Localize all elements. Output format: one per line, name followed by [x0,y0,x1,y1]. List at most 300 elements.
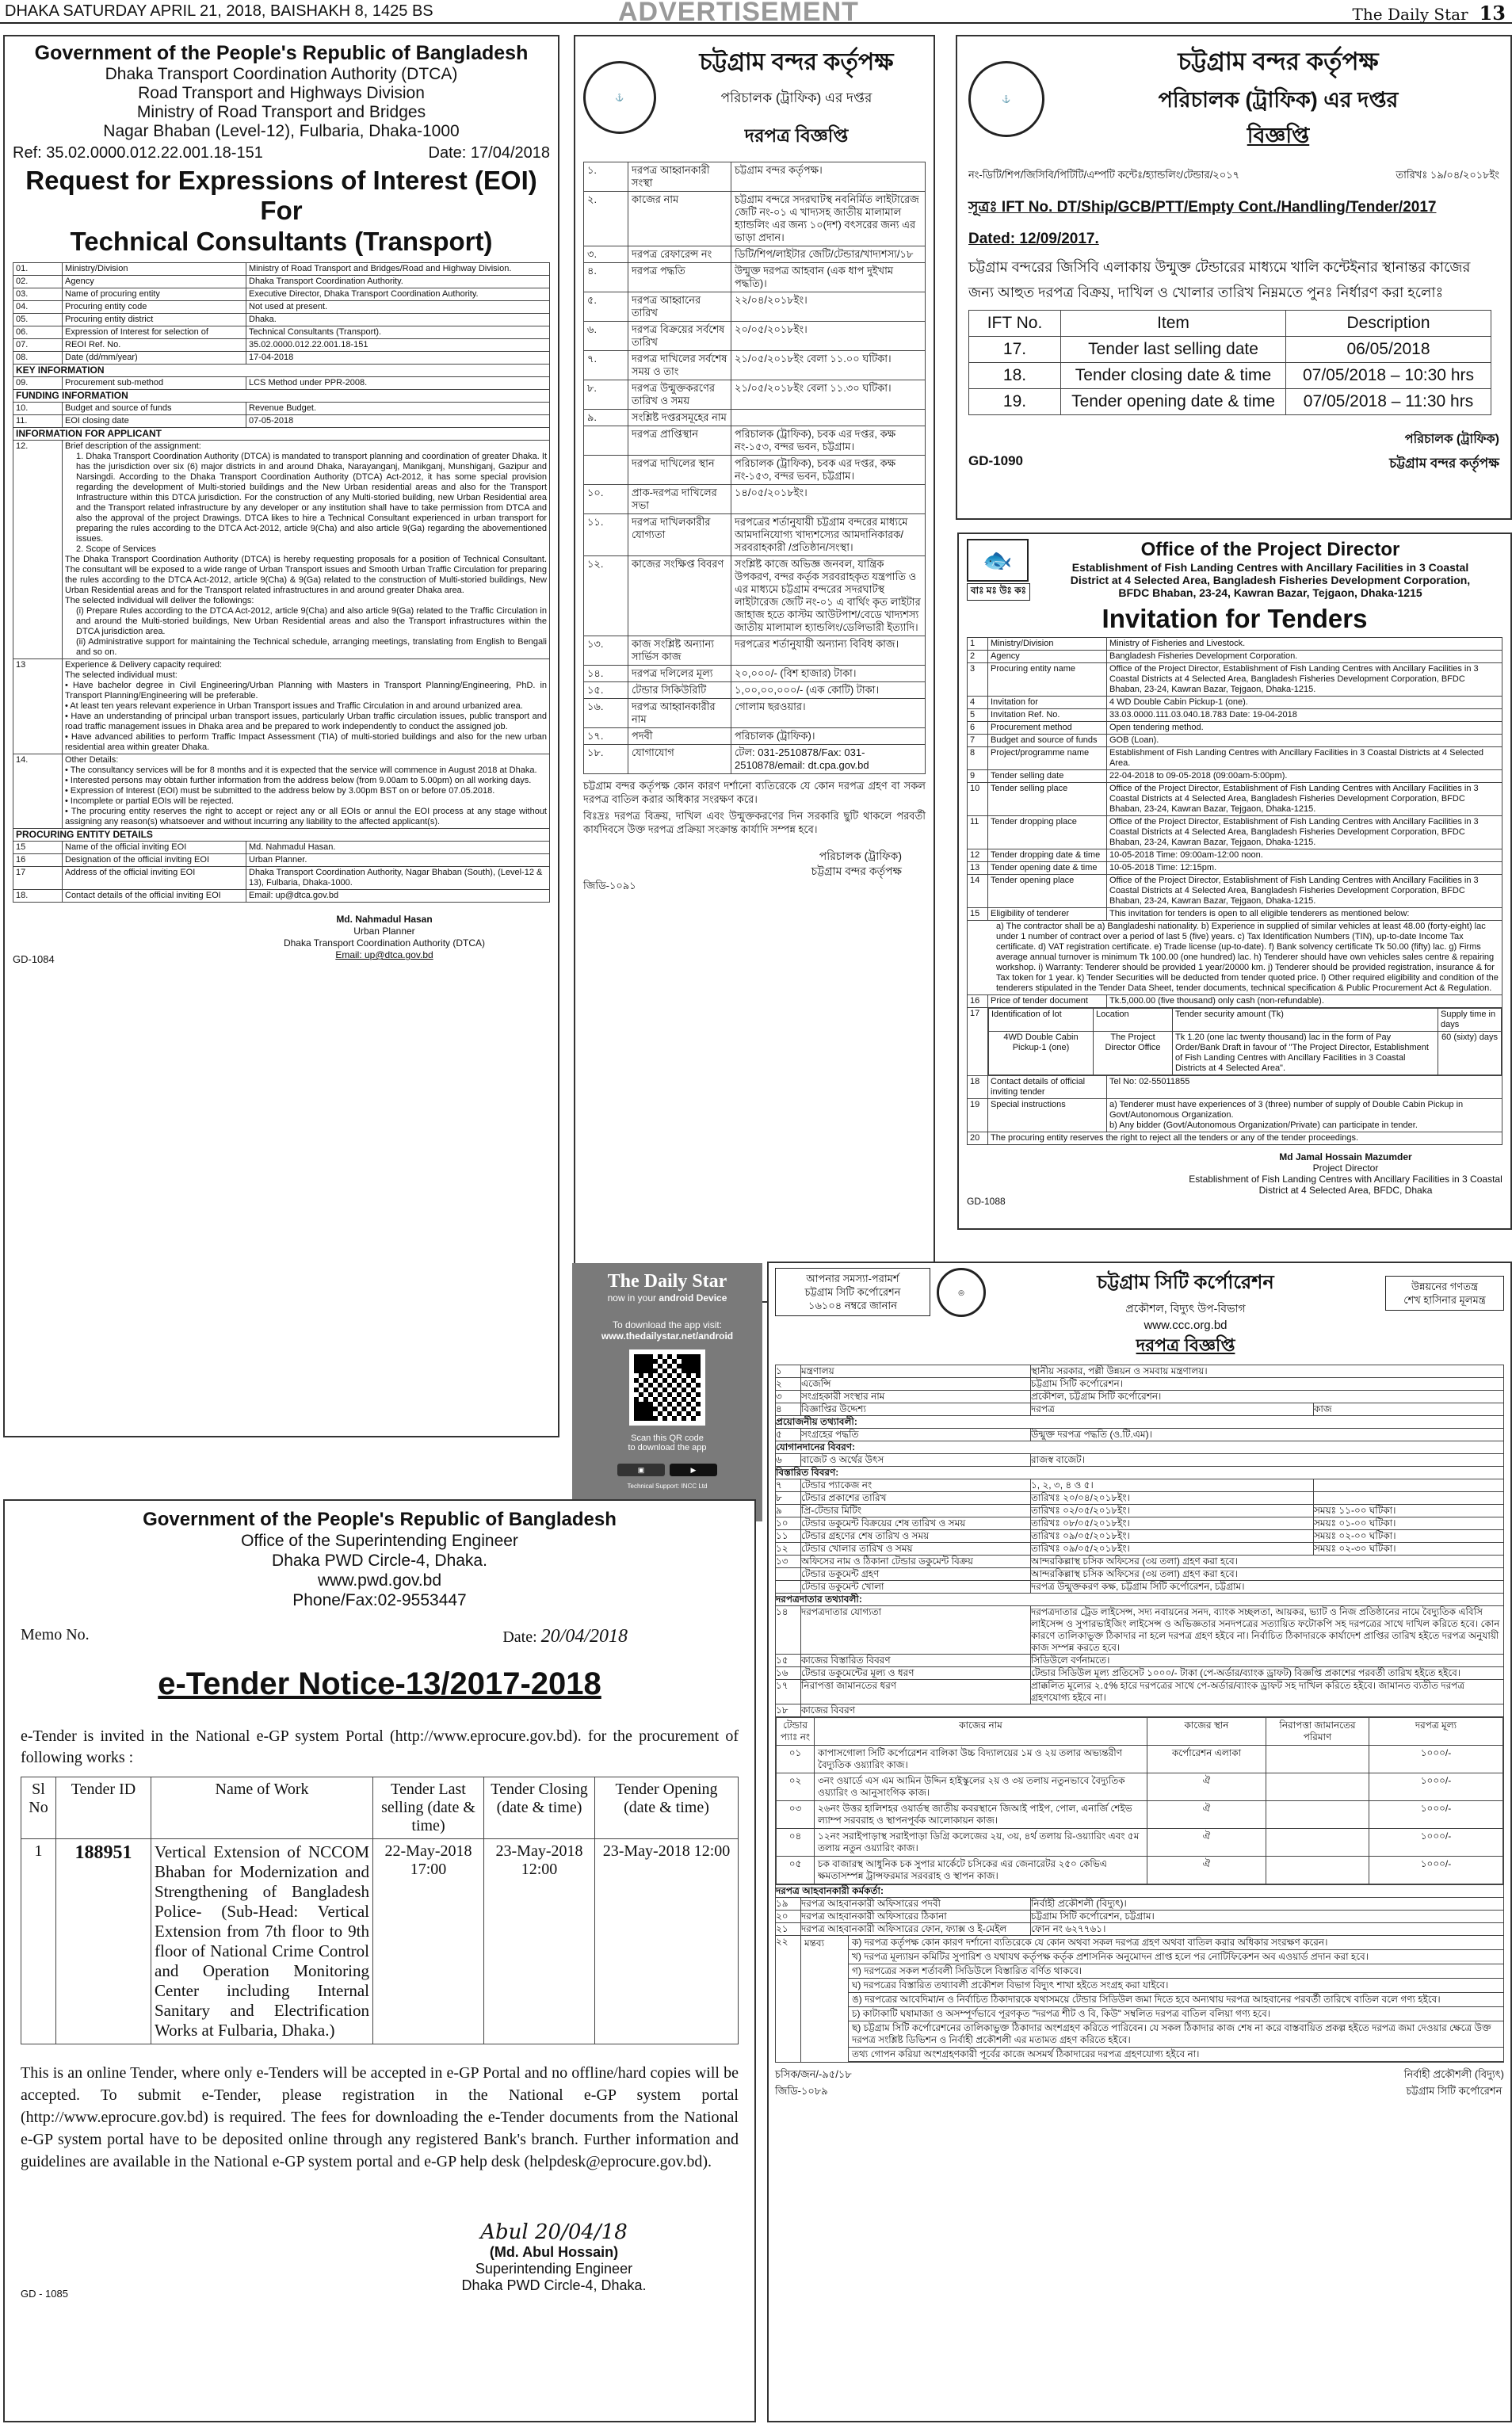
gd-code: GD - 1085 [21,2288,68,2300]
row-value: Establishment of Fish Landing Centres with Ancillary Facilities in 3 Coastal Districts at 4 Selected Area. [1107,747,1502,770]
gd-code: GD-1084 [13,953,55,965]
row-number: ২. [584,192,628,246]
table-row [968,849,1502,862]
row-number: 11 [968,816,988,849]
row-label: Expression of Interest for selection of [63,326,246,339]
pwd-title: e-Tender Notice-13/2017-2018 [158,1666,601,1701]
support-text: Technical Support: INCC Ltd [627,1483,708,1490]
table-row [13,326,550,339]
cpa-notice-ad [956,35,1512,520]
paragraph: • Have an understanding of principal urban transport issues, particularly Urban traffic circulation issues, public transport and road traffic management issues in Dhaka area and be prepared to work independently to conduct the assigned job. [65,712,547,731]
row-value: LCS Method under PPR-2008. [246,377,550,390]
remark-item: ক) দরপত্র কর্তৃপক্ষ কোন কারণ দর্শানো ব্যতিরেকে যে কোন অথবা সকল দরপত্র গ্রহণ অথবা বাতিল করার অধিকার সংরক্ষণ করেন। [849,1936,1503,1950]
row-value: Dhaka. [246,314,550,326]
row-number: 6 [968,722,988,735]
sign-line: চট্টগ্রাম বন্দর কর্তৃপক্ষ [1389,456,1499,471]
paragraph: (i) Prepare Rules according to the DTCA Act-2012, article 9(Cha) and also article 9(Ga) related to the Traffic Circulation in and around the Multi-storied buildings, New Urban Residential areas and also the Transport infrastructures within the DTCA jurisdiction area. [76,606,547,636]
table-row [584,410,926,426]
row-label: বিজ্ঞাপ্তির উদ্দেশ্য [801,1403,1031,1416]
date-value: ১, ২, ৩, ৪ ও ৫। [1031,1479,1314,1492]
pwd-signature [21,2220,739,2294]
fish-table [967,637,1502,1145]
table-row [776,1517,1504,1530]
row-value: Office of the Project Director, Establishment of Fish Landing Centres with Ancillary Facilities in 3 Coastal Districts at 4 Selected Area, Bangladesh Fisheries Development Corporation, BFDC Bhaban, 23-24, Kawran Bazar, Tejgaon, Dhaka-1215. [1107,783,1502,816]
row-number: 03. [13,288,63,301]
work-row [777,1829,1503,1857]
row-value: চট্টগ্রাম সিটি কর্পোরেশন। [1031,1378,1504,1391]
row-number: 10. [13,403,63,415]
pwd-intro: e-Tender is invited in the National e-GP system Portal (http://www.eprocure.gov.bd). for the procurement of following works : [21,1727,739,1766]
row-number: 14 [968,875,988,908]
row-number: 13 [968,862,988,875]
row-value: উন্মুক্ত দরপত্র আহবান (এক ধাপ দুইখাম পদ্ধতি)। [731,263,926,292]
row-number: ১০. [584,485,628,514]
work-name: ২৬নং উত্তর হালিশহর ওয়ার্ডস্থ জাতীয় কবরস্থানে জিআই পাইপ, পোল, এনার্জি শেইভ ল্যাম্প সরবরাহ ও স্থাপনপূর্বক আলোকায়ন কাজ। [815,1801,1147,1829]
row-label: Contact details of the official inviting EOI [63,890,246,903]
table-row [13,867,550,890]
work-row [777,1773,1503,1801]
fish-subtitle: Establishment of Fish Landing Centres with Ancillary Facilities in 3 Coastal [1071,561,1469,574]
paragraph: (ii) Administrative support for maintaining the Technical schedule, arranging meetings, translating from English to Bengali and so on. [76,637,547,657]
paragraph: 2. Scope of Services [76,544,156,554]
row-value: 33.03.0000.111.03.040.18.783 Date: 19-04-2018 [1107,709,1502,722]
row-number: ২২ [776,1936,801,2063]
lot-value: Tk 1.20 (one lac twenty thousand) lac in the form of Pay Order/Bank Draft in favour of "The Project Director, Establishment of Fish Landing Centres with Ancillary Facilities in 3 Coastal Districts at 4 Selected Area". [1173,1032,1438,1075]
section-header: দরপত্র আহবানকারী কর্মকর্তা: [776,1885,1504,1898]
table-row [13,352,550,365]
row-number: 15 [13,842,63,854]
row-value: ২২/০৪/২০১৮ইং। [731,292,926,322]
row-value: দরপত্রদাতার ট্রেড লাইসেন্স, সদ্য নবায়নের সনদ, ব্যাংক সচ্ছলতা, আয়কর, ভ্যাট ও নিজ প্রতিষ্ঠানের নামে বৈদ্যুতিক এবিসি লাইসেন্স ও সুপারভাইজিং লাইসেন্স ও অভিজ্ঞতার সনদপত্রের সত্যায়িত ফটোকপি সহ দরপত্রের সাথে দাখিল করিতে হবে। কোন কারণে তালিকাভুক্ত ঠিকাদার না হলে দরপত্র গ্রহণ হইবে না। নির্বাচিত ঠিকাদারকে কার্যাদেশ প্রাপ্তির তারিখ হইতে দরপত্র অনুযায়ী কাজ সম্পন্ন করতে হবে। [1031,1606,1504,1655]
time-value: সময়ঃ ০২-৩০ ঘটিকা। [1314,1543,1504,1556]
cpa2-signature [968,426,1499,453]
row-number: ১২. [584,556,628,636]
row-number: 9 [968,770,988,783]
row-number: 04. [13,301,63,314]
fish-icon: 🐟 [967,539,1029,582]
row-label: দরপত্র আহবানকারী অফিসারের পদবী [801,1898,1031,1911]
remarks-cell [801,1936,1504,2063]
ift-number: 18. [969,363,1061,389]
other-details [63,754,550,829]
package-number: ০৪ [777,1829,815,1857]
slogan-line: উন্নয়নের গণতন্ত্র [1411,1281,1479,1292]
table-row [584,162,926,192]
row-number: ৪. [584,263,628,292]
row-label: Tender opening place [988,875,1107,908]
android-label: android Device [659,1292,727,1304]
dtca-title: Request for Expressions of Interest (EOI) [25,166,537,195]
row-value: চট্টগ্রাম সিটি কর্পোরেশন, চট্টগ্রাম। [1031,1911,1504,1923]
bfdc-logo [967,539,1030,601]
table-row [584,514,926,556]
ccc-slogan-box [1385,1276,1504,1311]
paragraph: The selected individual will deliver the followings: [65,596,254,605]
table-row [584,263,926,292]
item: Tender opening date & time [1061,389,1286,415]
row-number: ৭. [584,351,628,380]
sign-line: Establishment of Fish Landing Centres with Ancillary Facilities in 3 Coastal District at 4 Selected Area, BFDC, Dhaka [1189,1174,1502,1196]
sign-line: পরিচালক (ট্রাফিক) [1404,433,1499,446]
cpa2-dated: Dated: 12/09/2017. [968,231,1099,247]
table-row [584,699,926,728]
cpa-heading: দরপত্র বিজ্ঞপ্তি [744,125,849,146]
row-label: টেন্ডার সিকিউরিটি [628,682,731,699]
signature-handwritten: Abul 20/04/18 [480,2220,628,2244]
hotline-line: চট্টগ্রাম সিটি কর্পোরেশন [804,1286,901,1298]
row-label: টেন্ডার ডকুমেন্ট বিক্রয়ের শেষ তারিখ ও সময় [801,1517,1031,1530]
row-number: 12 [968,849,988,862]
table-row [776,1505,1504,1517]
security-amount [1266,1773,1369,1801]
row-value: প্রাক্কলিত মূল্যের ২.৫% হারে দরপত্রের সাথে পে-অর্ডার/ব্যাংক ড্রাফট সহ দাখিল করিতে হইবে। জামানত ব্যতীত দরপত্র গ্রহণযোগ্য হইবে না। [1031,1680,1504,1704]
row-label: প্রি-টেন্ডার মিটিং [801,1505,1031,1517]
row-value: চট্টগ্রাম বন্দরে সদরঘাটস্থ নবনির্মিত লাইটারেজ জেটি নং-০১ এ খাদ্যসহ জাতীয় মালামাল হ্যান্ডলিং এর জন্য ১০(দশ) বৎসরের জন্য এর ভাড়া প্রদান। [731,192,926,246]
row-value: রাজস্ব বাজেট। [1031,1454,1504,1467]
qr-code-icon[interactable] [629,1349,705,1426]
row-number: 11. [13,415,63,428]
slogan-line: শেখ হাসিনার মূলমন্ত্র [1403,1294,1486,1306]
cpa-logo-icon: ⚓ [583,61,656,134]
row-label: দরপত্র পদ্ধতি [628,263,731,292]
row-label: Invitation Ref. No. [988,709,1107,722]
dtca-org-line: Road Transport and Highways Division [138,84,425,102]
security-amount [1266,1857,1369,1884]
row-value: দরপত্র [1031,1403,1314,1416]
row-number: ৬. [584,322,628,351]
table-row [584,682,926,699]
sign-line: Urban Planner [353,926,415,937]
row-number: ৯. [584,410,628,426]
sign-line: Md. Nahmadul Hasan [336,914,433,925]
app-logo: The Daily Star [607,1271,727,1292]
row-label: যোগাযোগ [628,745,731,774]
row-number: ২১ [776,1923,801,1936]
row-number: ৬ [776,1454,801,1467]
row-value: ২১/০৫/২০১৮ইং বেলা ১১.৩০ ঘটিকা। [731,380,926,410]
table-row [776,1378,1504,1391]
table-row [968,816,1502,849]
section-header: প্রয়োজনীয় তথ্যাবলী: [776,1416,1504,1429]
cpa2-title: চট্টগ্রাম বন্দর কর্তৃপক্ষ [1178,48,1379,75]
row-label: Budget and source of funds [988,735,1107,747]
row-number: 17 [13,867,63,890]
row-number: ৭ [776,1479,801,1492]
row-label: টেন্ডার খোলার তারিখ ও সময় [801,1543,1031,1556]
opening-date: 23-May-2018 12:00 [595,1839,739,2044]
remarks-list [849,1936,1503,2062]
closing-date: 23-May-2018 12:00 [484,1839,595,2044]
row-label: Project/programme name [988,747,1107,770]
section-header: INFORMATION FOR APPLICANT [13,428,550,441]
row-label: Name of procuring entity [63,288,246,301]
experience-section [63,659,550,754]
page-number: 13 [1479,2,1506,25]
document-price: ১০০০/- [1369,1829,1503,1857]
row-value: Tel No: 02-55011855 [1107,1076,1502,1099]
pwd-memo-line [21,1626,739,1647]
table-row [776,1530,1504,1543]
row-label: Procuring entity name [988,663,1107,697]
row-number: 17 [968,1008,988,1076]
item: Tender last selling date [1061,337,1286,363]
ccc-footer [775,2067,1504,2101]
work-name: চক বাজারস্থ আধুনিক চক সুপার মার্কেটে চসিকের এর জেনারেটর ২৫০ কেভিএ ক্ষমতাসম্পন্ন ট্রান্সফরমার সরবরাহ ও স্থাপন কাজ। [815,1857,1147,1884]
dtca-ref: Ref: 35.02.0000.012.22.001.18-151 [13,144,263,162]
row-number: ১৬ [776,1667,801,1680]
table-row [13,403,550,415]
fish-subtitle: District at 4 Selected Area, Bangladesh Fisheries Development Corporation, [1070,574,1471,586]
row-number: ১৯ [776,1898,801,1911]
dtca-ref-line [13,144,550,162]
row-value: 07-05-2018 [246,415,550,428]
row-label: দরপত্র দাখিলকারীর যোগ্যতা [628,514,731,556]
row-label: কাজ সংশ্লিষ্ট অন্যান্য সার্ভিস কাজ [628,636,731,666]
row-number: 05. [13,314,63,326]
table-row [968,875,1502,908]
section-header: যোগানদানের বিবরণ: [776,1441,1504,1454]
row-label: দরপত্র দাখিলের স্থান [628,456,731,485]
date-value: তারিখঃ ০২/০৫/২০১৮ইং। [1031,1505,1314,1517]
row-value: Dhaka Transport Coordination Authority, Nagar Bhaban (South), (Level-12 & 13), Fulbaria, Dhaka-1000. [246,867,550,890]
security-amount [1266,1801,1369,1829]
table-row [776,1365,1504,1378]
gd-code: জিডি-১০৮৯ [775,2085,828,2097]
fish-subtitle: BFDC Bhaban, 23-24, Kawran Bazar, Tejgaon, Dhaka-1215 [1118,586,1422,599]
row-label: টেন্ডার ডকুমেন্ট খোলা [801,1581,1031,1594]
row-label: নিরাপত্তা জামানতের ধরণ [801,1680,1031,1704]
document-price: ১০০০/- [1369,1801,1503,1829]
remark-item: ছ) চট্টগ্রাম সিটি কর্পোরেশনের তালিকাভুক্ত ঠিকাদার অংশগ্রহণ করিতে পারিবেন। যে সকল ঠিকাদার কাজ শেষ না করে বাস্তবায়িত প্রকল্প হইতে দরপত্র জমা দেওয়ার ক্ষেত্রে উক্ত দরপত্র সংশ্লিষ্ট ডিভিশন ও নির্বাহী প্রকৌশলী এর মতামত গ্রহণ করিতে হইবে। [849,2021,1503,2048]
dtca-org-line: Ministry of Road Transport and Bridges [136,103,426,121]
last-selling-date: 22-May-2018 17:00 [373,1839,484,2044]
table-row [968,709,1502,722]
row-number: ৪ [776,1403,801,1416]
row-number: ৫ [776,1429,801,1441]
brief-description [63,441,550,659]
date-value: তারিখঃ ০৯/০৫/২০১৮ইং। [1031,1543,1314,1556]
table-row [584,192,926,246]
row-value: Ministry of Road Transport and Bridges/Road and Highway Division. [246,263,550,276]
row-number: 7 [968,735,988,747]
date-line: DHAKA SATURDAY APRIL 21, 2018, BAISHAKH 8, 1425 BS [5,2,433,20]
row-label: দরপত্র দলিলের মূল্য [628,666,731,682]
column-header: Tender security amount (Tk) [1173,1009,1438,1032]
row-label: Tender opening date & time [988,862,1107,875]
column-header: Sl No [21,1777,56,1839]
row-number: 12. [13,441,63,659]
row-value: Email: up@dtca.gov.bd [246,890,550,903]
paragraph: • The consultancy services will be for 8 months and it is expected that the service will commence in August 2018 at Dhaka. [65,765,537,775]
row-label: Agency [988,651,1107,663]
row-number: 15 [968,908,988,921]
time-value [1314,1492,1504,1505]
row-number: 07. [13,339,63,352]
row-label: দরপত্র আহবানকারী অফিসারের ফোন, ফ্যাক্স ও ই-মেইল [801,1923,1031,1936]
remark-item: ঘ) দরপত্রের বিস্তারিত তথ্যাবলী প্রকৌশল বিভাগ বিদ্যুৎ শাখা হইতে সংগ্রহ করা যাইবে। [849,1979,1503,1993]
dtca-org-line: Dhaka Transport Coordination Authority (DTCA) [105,65,458,83]
table-row [13,314,550,326]
download-url[interactable]: www.thedailystar.net/android [601,1330,734,1342]
work-location: ঐ [1147,1857,1266,1884]
row-value: ২১/০৫/২০১৮ইং বেলা ১১.০০ ঘটিকা। [731,351,926,380]
gd-code: GD-1088 [967,1196,1006,1207]
row-value: 10-05-2018 Time: 12:15pm. [1107,862,1502,875]
row-value: Not used at present. [246,301,550,314]
work-name: ৩নং ওয়ার্ডে এস এম আমিন উদ্দিন হাইস্কুলের ২য় ও ৩য় তলায় নতুনভাবে বৈদ্যুতিক ওয়্যারিং ও আনুসাংগিক কাজ। [815,1773,1147,1801]
row-number: 5 [968,709,988,722]
row-number: ১২ [776,1543,801,1556]
row-label: মন্ত্রণালয় [801,1365,1031,1378]
table-row [968,770,1502,783]
cpa-table [583,162,926,774]
row-label: Name of the official inviting EOI [63,842,246,854]
table-row [969,389,1491,415]
cpa-note: চট্টগ্রাম বন্দর কর্তৃপক্ষ কোন কারণ দর্শানো ব্যতিরেকে যে কোন দরপত্র গ্রহণ বা সকল দরপত্র বাতিল করার অধিকার সংরক্ষণ করে। [583,780,926,805]
table-row [584,322,926,351]
row-label: Invitation for [988,697,1107,709]
row-number: ৩ [776,1391,801,1403]
date-value: তারিখঃ ২০/০৪/২০১৮ইং। [1031,1492,1314,1505]
remark-item: ঙ) দরপত্রের আবেদিমা/ন ও নির্বাচিত ঠিকাদারকে যথাসময়ে টেন্ডার সিডিউল জমা দিতে হবে অন্যথায় দরপত্র আহবানের পরবর্তী তারিখে বাতিল বলে গণ্য হইবে। [849,1993,1503,2007]
lot-value: 4WD Double Cabin Pickup-1 (one) [989,1032,1094,1075]
row-label: Procuring entity code [63,301,246,314]
table-row [968,735,1502,747]
hotline-line: আপনার সমস্যা-পরামর্শ [806,1273,899,1285]
row-value: ১,০০,০০,০০০/- (এক কোটি) টাকা। [731,682,926,699]
paragraph: • Interested persons may obtain further information from the address below (from 9.00am to 5.00pm) on all working days. [65,776,532,785]
store-badges [578,1464,756,1476]
table-row [584,456,926,485]
cpa-logo-icon: ⚓ [968,61,1044,137]
table-row [776,1492,1504,1505]
row-value: 22-04-2018 to 09-05-2018 (09:00am-5:00pm). [1107,770,1502,783]
row-value: 35.02.0000.012.22.001.18-151 [246,339,550,352]
sign-line: Dhaka Transport Coordination Authority (DTCA) [283,937,486,949]
row-number [776,1581,801,1594]
dtca-eoi-ad [3,35,559,1437]
work-name: কাপাসগোলা সিটি কর্পোরেশন বালিকা উচ্চ বিদ্যালয়ের ১ম ও ২য় তলার অভ্যন্তরীণ বৈদ্যুতিক ওয়্যারিং কাজ। [815,1746,1147,1773]
work-row [777,1746,1503,1773]
paragraph: • The procuring entity reserves the right to accept or reject any or all EOIs or annul the EOI process at any stage without assigning any reason(s) whatsoever and without incurring any liability to the affected applicant(s). [65,807,547,826]
row-number: ২ [776,1378,801,1391]
row-number: ১৪. [584,666,628,682]
remark-item: তথ্য গোপন করিয়া অংশগ্রহণকারী পূর্বের কাজে অসমর্থ ঠিকাদারের দরপত্র গ্রহণযোগ্য হইবে না। [849,2048,1503,2062]
column-header: Location [1094,1009,1173,1032]
row-value: Office of the Project Director, Establishment of Fish Landing Centres with Ancillary Facilities in 3 Coastal Districts at 4 Selected Area, Bangladesh Fisheries Development Corporation, BFDC Bhaban, 23-24, Kawran Bazar, Tejgaon, Dhaka-1215. [1107,875,1502,908]
section-header: দরপত্রদাতার তথ্যাবলী: [776,1594,1504,1606]
table-row [776,1911,1504,1923]
column-header: নিরাপত্তা জামানতের পরিমাণ [1266,1718,1369,1746]
masthead [0,0,1512,27]
gd-code: জিডি-১০৯১ [583,880,636,891]
section-header: PROCURING ENTITY DETAILS [13,829,550,842]
row-label: দরপত্র দাখিলের সর্বশেষ সময় ও তাং [628,351,731,380]
paragraph: • At least ten years relevant experience in Urban Transport issues and Traffic Circulation in and around urbanized area. [65,701,523,711]
column-header: Tender Closing (date & time) [484,1777,595,1839]
work-row [777,1857,1503,1884]
table-row [968,638,1502,651]
row-number: ১৫. [584,682,628,699]
sl-no: 1 [21,1839,56,2044]
ccc-hotline-box [775,1268,930,1316]
row-value: Tk.5,000.00 (five thousand) only cash (non-refundable). [1107,995,1502,1008]
ccc-heading: দরপত্র বিজ্ঞপ্তি [1136,1335,1235,1355]
document-price: ১০০০/- [1369,1746,1503,1773]
row-number: 16 [968,995,988,1008]
sign-line: নির্বাহী প্রকৌশলী (বিদ্যুৎ) [1403,2068,1504,2080]
table-row [584,636,926,666]
row-value: Urban Planner. [246,854,550,867]
gd-code: GD-1090 [968,453,1023,468]
cpa2-body: চট্টগ্রাম বন্দরের জিসিবি এলাকায় উন্মুক্ত টেন্ডারের মাধ্যমে খালি কন্টেইনার স্থানান্তর কাজের জন্য আহুত দরপত্র বিক্রয়, দাখিল ও খোলার তারিখ নিম্নমতে পুনঃ নির্ধারণ করা হলোঃ [968,259,1471,300]
row-value: দরপত্রের শর্তানুযায়ী অন্যান্য বিবিধ কাজ। [731,636,926,666]
row-label: দরপত্র বিক্রয়ের সর্বশেষ তারিখ [628,322,731,351]
row-label: অফিসের নাম ও ঠিকানা টেন্ডার ডকুমেন্ট বিক্রয় [801,1556,1031,1568]
document-price: ১০০০/- [1369,1773,1503,1801]
row-number: 14. [13,754,63,829]
android-badge-icon[interactable]: ▣ [617,1464,665,1476]
table-row [968,697,1502,709]
row-value: পরিচালক (ট্রাফিক), চবক এর দপ্তর, কক্ষ নং-১৫৩, বন্দর ভবন, চট্টগ্রাম। [731,456,926,485]
table-row [13,263,550,276]
column-header: Tender ID [56,1777,151,1839]
table-row [584,380,926,410]
table-row [968,747,1502,770]
cpa2-table [968,310,1491,415]
row-label: টেন্ডার প্যাকেজ নং [801,1479,1031,1492]
work-location: ঐ [1147,1773,1266,1801]
row-label: Date (dd/mm/year) [63,352,246,365]
ccc-url[interactable]: www.ccc.org.bd [1144,1319,1228,1332]
row-value: নির্বাহী প্রকৌশলী (বিদ্যুৎ)। [1031,1898,1504,1911]
row-label: Procurement sub-method [63,377,246,390]
row-number: ৯ [776,1505,801,1517]
time-value [1314,1479,1504,1492]
works-cell [776,1717,1504,1885]
row-value: ফোন নং ৬২৭৭৬১। [1031,1923,1504,1936]
paper-name [1353,2,1506,25]
row-number: ৫. [584,292,628,322]
row-value: টেল: 031-2510878/Fax: 031-2510878/email: dt.cpa.gov.bd [731,745,926,774]
row-value: সিডিউলে বর্ণনামতে। [1031,1655,1504,1667]
row-value [1107,1099,1502,1132]
sign-line: Email: up@dtca.gov.bd [335,949,433,960]
google-play-icon[interactable]: ▶ [670,1464,717,1476]
row-label: Eligibility of tenderer [988,908,1107,921]
row-label: টেন্ডার গ্রহণের শেষ তারিখ ও সময় [801,1530,1031,1543]
fisheries-tender-ad [957,533,1512,1230]
table-row [968,908,1502,921]
cpa-note2: বিঃদ্রঃ দরপত্র বিক্রয়, দাখিল এবং উন্মুক্তকরণের দিন সরকারি ছুটি থাকলে পরবর্তী কার্যদিবসে উক্ত দরপত্র প্রক্রিয়া সংক্রান্ত কার্যাদি সম্পন্ন হবে। [583,810,926,835]
row-number [584,426,628,456]
row-number: ৮. [584,380,628,410]
row-value: সংশ্লিষ্ট কাজে অভিজ্ঞ জনবল, যান্ত্রিক উপকরণ, বন্দর কর্তৃক সরবরাহকৃত যন্ত্রপাতি ও এর মাধ্যমে চট্টগ্রাম বন্দরের সদরঘাটস্থ লাইটারেজ জেটি নং-০১ এ বার্থিং কৃত লাইটার জাহাজ হতে কাস্টম আউটপাশ/বেডে খাদ্যশস্য জাতীয় মালামাল হ্যান্ডলিং/ডেলিভারী ইত্যাদি। [731,556,926,636]
row-number: ১৬. [584,699,628,728]
row-number: 20 [968,1132,988,1145]
description: 07/05/2018 – 11:30 hrs [1286,389,1491,415]
item: Tender closing date & time [1061,363,1286,389]
ccc-memo-block [775,2067,852,2101]
column-header: Name of Work [151,1777,373,1839]
table-row [968,663,1502,697]
row-number: 01. [13,263,63,276]
ccc-logo-icon: ◎ [937,1268,986,1317]
pwd-org-line: Phone/Fax:02-9553447 [292,1591,467,1609]
column-header: কাজের নাম [815,1718,1147,1746]
table-row [776,1479,1504,1492]
row-value [731,410,926,426]
